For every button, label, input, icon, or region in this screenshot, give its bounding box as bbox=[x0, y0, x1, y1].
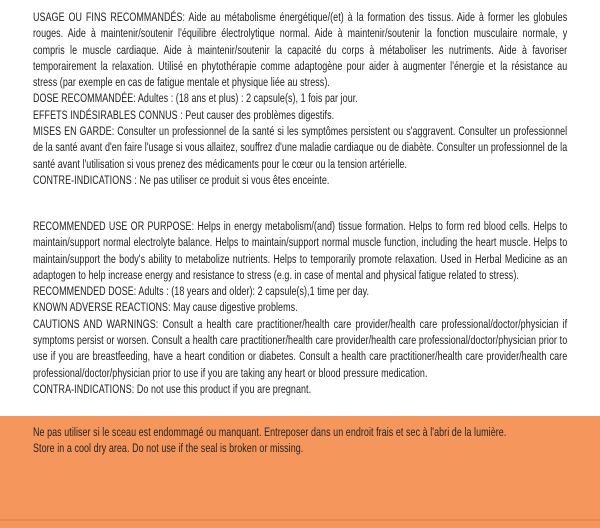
storage-warning-banner bbox=[0, 416, 600, 528]
fr-recommended-dose-text: DOSE RECOMMANDÉE: Adultes : (18 ans et plus) : 2 capsule(s), 1 fois par jour. bbox=[33, 91, 358, 106]
en-contraindications-text: CONTRA-INDICATIONS: Do not use this product if you are pregnant. bbox=[33, 381, 312, 396]
storage-warning-french: Ne pas utiliser si le sceau est endommagé ou manquant. Entreposer dans un endroit frais et sec à l'abri de la lumière. bbox=[33, 425, 507, 439]
en-recommended-use-text: RECOMMENDED USE OR PURPOSE: Helps in energy metabolism/(and) tissue formation. Helps to form red blood cells. Helps to maintain/support normal electrolyte balance. Helps to maintain/support normal muscle function, including the heart muscle. Helps to maintain/support the body's ability to metabolize nutrients. Helps to temporarily promote relaxation. Used in Herbal Medicine as an adaptogen to help increase energy and resistance to stress (e.g. in case of mental and physical fatigue related to stress). bbox=[33, 219, 568, 282]
en-adverse-reactions-text: KNOWN ADVERSE REACTIONS: May cause digestive problems. bbox=[33, 300, 298, 315]
en-cautions-warnings-text: CAUTIONS AND WARNINGS: Consult a health care practitioner/health care provider/health care professional/doctor/physician if symptoms persist or worsen. Consult a health care practitioner/health care provider/health care professional/doctor/physician prior to use if you are breastfeeding, have a heart condition or diabetes. Consult a health care practitioner/health care provider/health care professional/doctor/physician prior to use if you are taking any heart or blood pressure medication. bbox=[33, 316, 568, 380]
en-recommended-dose-text: RECOMMENDED DOSE: Adults : (18 years and older): 2 capsule(s),1 time per day. bbox=[33, 284, 370, 299]
banner-crease-line bbox=[0, 519, 600, 521]
storage-warning-text-block bbox=[33, 425, 567, 457]
french-info-section bbox=[33, 9, 567, 188]
storage-warning-english: Store in a cool dry area. Do not use if the seal is broken or missing. bbox=[33, 440, 304, 455]
fr-contraindications-text: CONTRE-INDICATIONS : Ne pas utiliser ce produit si vous êtes enceinte. bbox=[33, 172, 330, 187]
fr-cautions-warnings-text: MISES EN GARDE: Consulter un professionnel de la santé si les symptômes persistent ou s'aggravent. Consulter un professionnel de la santé avant d'en faire l'usage si vous allaitez, souffrez d'une maladie cardiaque ou de diabète. Consulter un professionnel de la santé avant l'utilisation si vous prenez des médicaments pour le cœur ou la tension artérielle. bbox=[33, 124, 568, 171]
fr-recommended-use-text: USAGE OU FINS RECOMMANDÉS: Aide au métabolisme énergétique/(et) à la formation des tissus. Aide à former les globules rouges. Aide à maintenir/soutenir l'équilibre électrolytique normal. Aide à maintenir/soutenir la fonction musculaire normale, y compris le muscle cardiaque. Aide à maintenir/soutenir la capacité du corps à métaboliser les nutriments. Aide à favoriser temporairement la relaxation. Utilisé en phytothérapie comme adaptogène pour aider à augmenter l'énergie et la résistance au stress (par exemple en cas de fatigue mentale et physique liée au stress). bbox=[33, 10, 568, 90]
english-info-section bbox=[33, 218, 567, 397]
fr-adverse-reactions-text: EFFETS INDÉSIRABLES CONNUS : Peut causer des problèmes digestifs. bbox=[33, 107, 335, 122]
